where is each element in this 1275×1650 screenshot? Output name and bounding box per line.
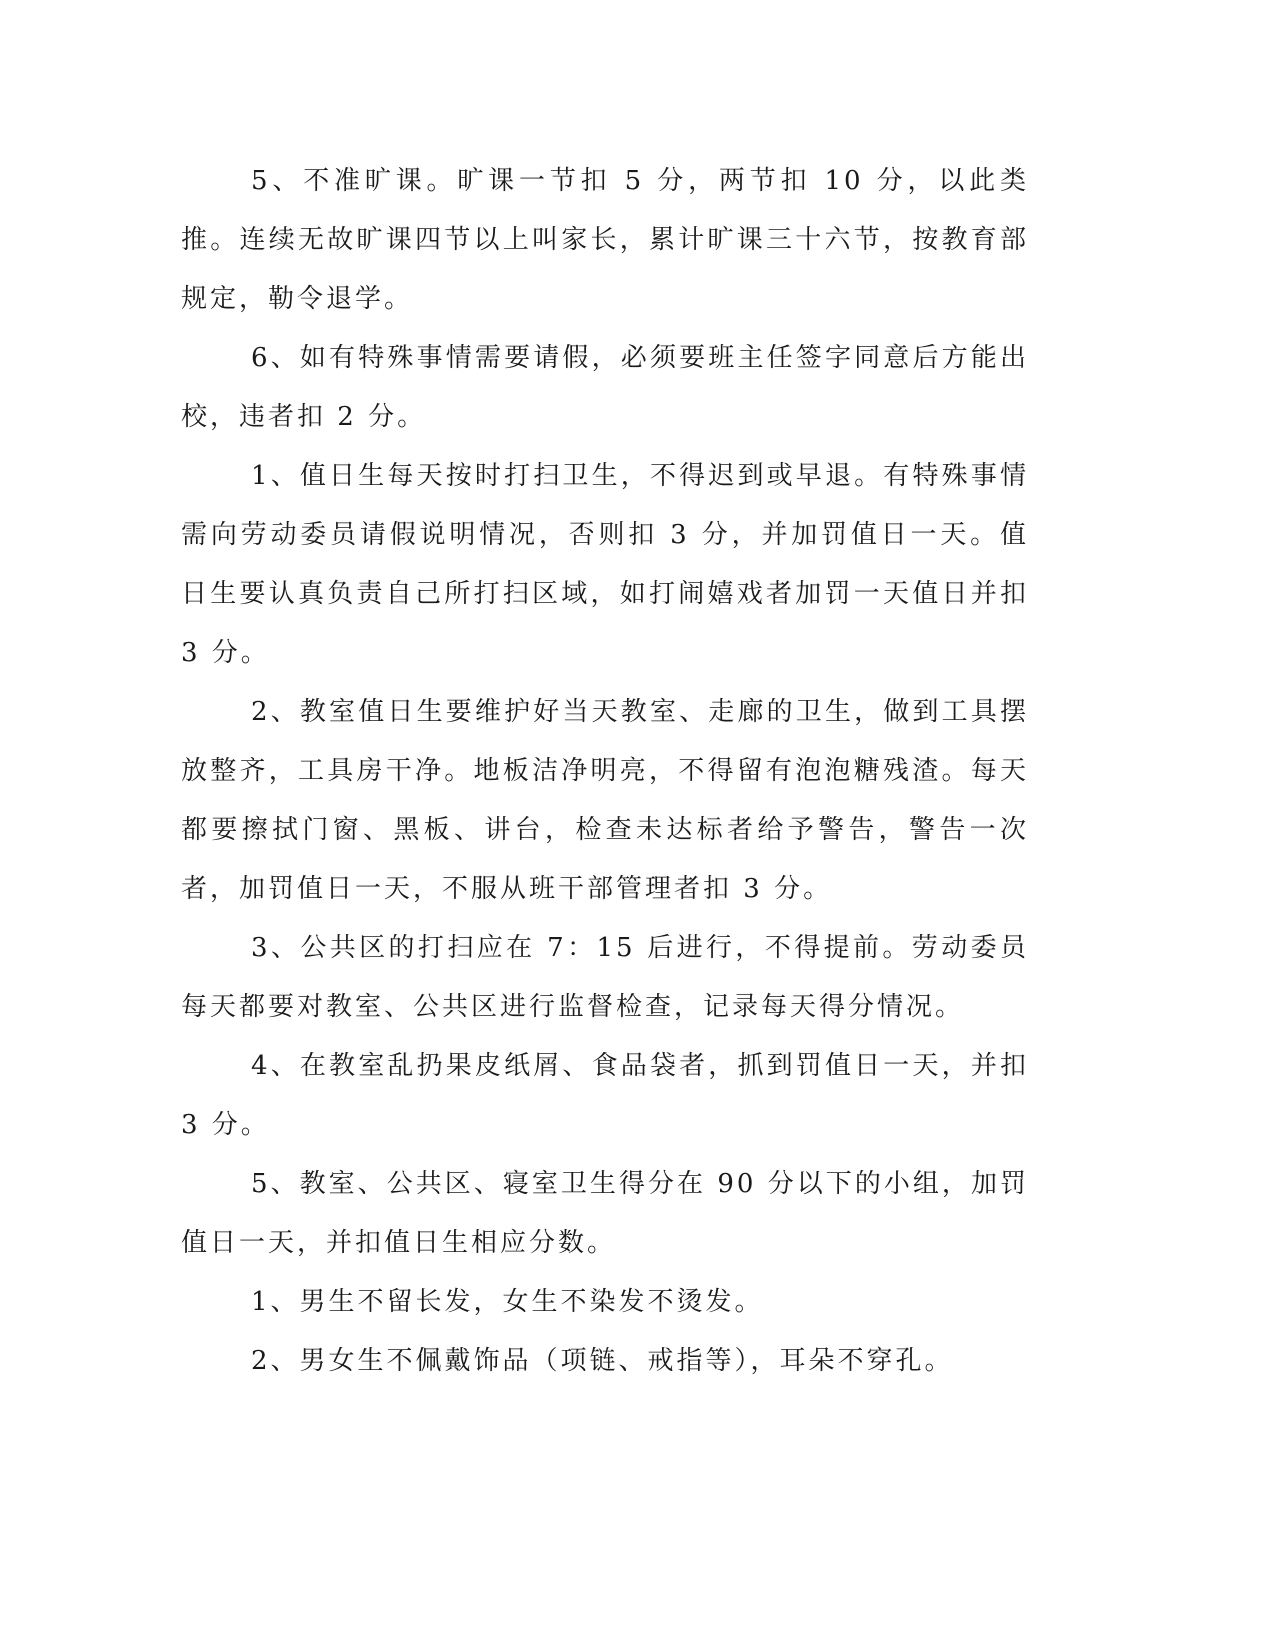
paragraph-appearance-rule-2: 2、男女生不佩戴饰品（项链、戒指等），耳朵不穿孔。 (251, 1346, 954, 1376)
paragraph-rule-5-truancy: 5、不准旷课。旷课一节扣 5 分，两节扣 10 分，以此类推。连续无故旷课四节以上叫家长，累计旷课三十六节，按教育部规定，勒令退学。 (181, 166, 1029, 314)
paragraph-appearance-rule-1: 1、男生不留长发，女生不染发不烫发。 (251, 1287, 764, 1317)
paragraph-duty-rule-1: 1、值日生每天按时打扫卫生，不得迟到或早退。有特殊事情需向劳动委员请假说明情况，否则扣 3 分，并加罚值日一天。值日生要认真负责自己所打扫区域，如打闹嬉戏者加罚一天值日并扣 3 分。 (181, 461, 1029, 668)
paragraph-duty-rule-5: 5、教室、公共区、寝室卫生得分在 90 分以下的小组，加罚值日一天，并扣值日生相应分数。 (181, 1169, 1029, 1258)
paragraph-rule-6-leave: 6、如有特殊事情需要请假，必须要班主任签字同意后方能出校，违者扣 2 分。 (181, 343, 1029, 432)
paragraph-duty-rule-3: 3、公共区的打扫应在 7：15 后进行，不得提前。劳动委员每天都要对教室、公共区进行监督检查，记录每天得分情况。 (181, 933, 1029, 1022)
document-body (181, 152, 1029, 1391)
paragraph-duty-rule-4: 4、在教室乱扔果皮纸屑、食品袋者，抓到罚值日一天，并扣 3 分。 (181, 1051, 1029, 1140)
paragraph-duty-rule-2: 2、教室值日生要维护好当天教室、走廊的卫生，做到工具摆放整齐，工具房干净。地板洁净明亮，不得留有泡泡糖残渣。每天都要擦拭门窗、黑板、讲台，检查未达标者给予警告，警告一次者，加罚值日一天，不服从班干部管理者扣 3 分。 (181, 697, 1029, 904)
